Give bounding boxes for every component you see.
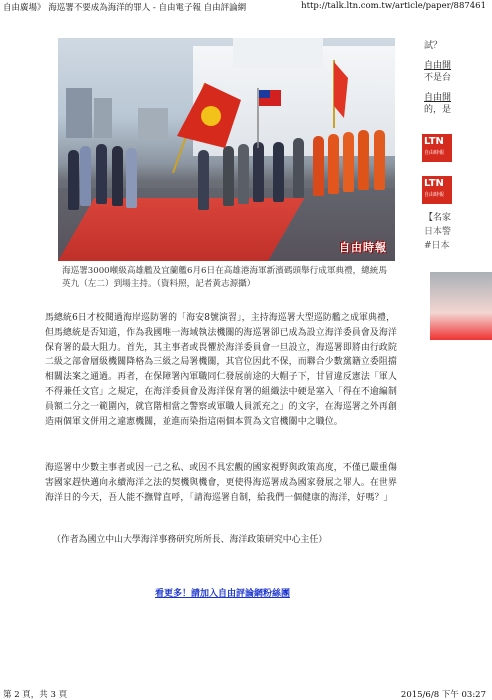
ceremonial-flag <box>320 58 350 128</box>
person <box>273 142 284 202</box>
photo-watermark: 自由時報 <box>339 241 387 254</box>
fan-page-link[interactable]: 看更多！請加入自由評論網粉絲團 <box>155 589 291 599</box>
print-footer <box>0 686 492 700</box>
sidebar-thumbnail[interactable] <box>430 272 492 340</box>
ltn-logo-label: LTN <box>424 136 444 147</box>
ltn-logo-label: LTN <box>424 178 444 189</box>
sidebar-item[interactable]: 【名家 <box>424 213 452 223</box>
author-note: （作者為國立中山大學海洋事務研究所所長、海洋政策研究中心主任） <box>52 535 328 545</box>
person <box>253 142 264 202</box>
sidebar-link[interactable]: 自由開 <box>424 93 452 103</box>
person <box>293 138 304 198</box>
person <box>126 148 137 208</box>
person <box>96 144 107 204</box>
sidebar-text: 試？ <box>424 41 443 51</box>
sidebar-item[interactable]: 日本警 <box>424 227 452 237</box>
ltn-logo-sub: 自由時報 <box>424 150 445 156</box>
print-datetime: 2015/6/8 下午 03:27 <box>400 690 486 700</box>
photo-caption: 海巡署3000噸級高雄艦及宜蘭艦6月6日在高雄港海軍新濱碼頭舉行成軍典禮，總統馬英九（左二）到場主持。（資料照，記者黃志源攝） <box>62 266 387 289</box>
background-building <box>66 88 92 138</box>
article-photo <box>58 38 395 261</box>
person <box>374 130 385 190</box>
ltn-logo[interactable] <box>422 134 452 162</box>
person <box>343 132 354 192</box>
sidebar-text: 的，是 <box>424 105 452 115</box>
page-count: 第 2 頁，共 3 頁 <box>3 690 68 700</box>
ceremonial-flag <box>163 78 243 173</box>
sidebar-item[interactable]: #日本 <box>424 241 450 251</box>
sidebar <box>420 14 492 374</box>
ltn-logo[interactable] <box>422 176 452 204</box>
sidebar-text: 不是台 <box>424 73 452 83</box>
person <box>68 150 79 210</box>
person <box>358 130 369 190</box>
article-paragraph-2: 海巡署中少數主事者或因一己之私、或因不具宏觀的國家視野與政策高度，不僅已嚴重傷害國家趕快邁向永續海洋之法的契機與機會，更使得海巡署成為國家發展之罪人。在世界海洋日的今天，吾人能不撫臂直呼，「請海巡署自制，給我們一個健康的海洋，好嗎？」 <box>45 463 397 503</box>
red-carpet <box>58 198 304 261</box>
background-building <box>94 98 112 138</box>
article-paragraph-1: 馬總統6日才校閱過海岸巡防署的「海安8號演習」，主持海巡署大型巡防艦之成軍典禮，但馬總統是否知道，作為我國唯一海域執法機關的海巡署卻已成為設立海洋委員會及海洋保育署的最大阻力。首先，其主事者或畏懼於海洋委員會一旦設立，海巡署即將由行政院二級之部會層級機關降格為三級之局署機關，其官位因此不保，而聯合少數黨籍立委阻擋相關法案之通過。再者，在保障署內軍職同仁發展前途的大帽子下，甘冒違反憲法「軍人不得兼任文官」之規定，在海洋委員會及海洋保育署的組織法中硬是塞入「得在不逾編制員額二分之一範圍內，就官階相當之警察或軍職人員派充之」的文字，在海巡署之外再創造兩個軍文併用之違憲機關，並進而染指這兩個本質為文官機關中之職位。 <box>45 313 397 427</box>
ltn-logo-sub: 自由時報 <box>424 192 445 198</box>
print-header <box>0 0 492 14</box>
page-title: 自由廣場》 海巡署不要成為海洋的罪人 - 自由電子報 自由評論網 <box>3 3 247 13</box>
sidebar-link[interactable]: 自由開 <box>424 61 452 71</box>
page-url[interactable]: http://talk.ltn.com.tw/article/paper/887461 <box>301 1 486 11</box>
ship-bridge <box>233 38 323 68</box>
person <box>313 136 324 196</box>
person <box>112 146 123 206</box>
person <box>80 146 91 206</box>
national-flag <box>256 88 282 148</box>
person <box>328 134 339 194</box>
